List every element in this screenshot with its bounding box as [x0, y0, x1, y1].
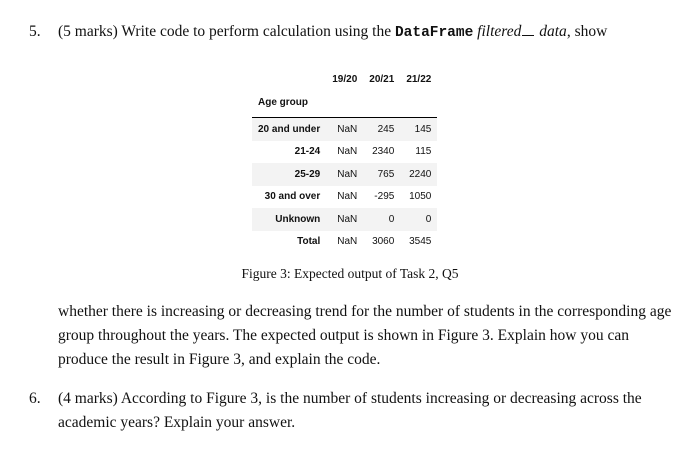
question-6-text: (4 marks) According to Figure 3, is the number of students increasing or decreasing across the academic years? Explain your answer.	[58, 390, 642, 431]
table-cell: 245	[377, 123, 395, 135]
row-label: 21-24	[294, 146, 321, 158]
question-5-number: 5.	[29, 23, 41, 40]
dataframe-code: DataFrame	[394, 25, 474, 41]
table-row	[252, 163, 437, 186]
row-label: Total	[297, 236, 321, 248]
underscore-mark	[522, 23, 534, 36]
row-label: 20 and under	[258, 123, 321, 135]
figure-caption: Figure 3: Expected output of Task 2, Q5	[241, 266, 459, 281]
table-cell: 3060	[372, 236, 395, 248]
row-label: 30 and over	[264, 191, 321, 203]
column-header-row	[252, 72, 437, 87]
index-name: Age group	[258, 96, 308, 108]
question-6-number: 6.	[29, 390, 41, 407]
table-row	[252, 208, 437, 231]
question-5-tail: , show	[566, 23, 608, 40]
table-cell: 0	[388, 213, 395, 225]
table-cell: 0	[425, 213, 432, 225]
row-label: 25-29	[294, 168, 321, 180]
variable-name-part-2: data	[539, 23, 567, 40]
column-header: 19/20	[332, 74, 358, 85]
table-cell: -295	[374, 191, 395, 203]
dataframe-output-table	[252, 72, 437, 253]
table-row	[252, 231, 437, 254]
table-cell: NaN	[337, 168, 358, 180]
variable-name-part-1: filtered	[477, 23, 522, 40]
table-cell: NaN	[337, 123, 358, 135]
table-cell: NaN	[337, 146, 358, 158]
table-cell: 3545	[409, 236, 432, 248]
row-label: Unknown	[275, 213, 321, 225]
table-cell: NaN	[337, 236, 358, 248]
table-cell: 115	[415, 146, 432, 158]
table-cell: NaN	[337, 213, 358, 225]
question-5-intro: (5 marks) Write code to perform calculation using the	[58, 23, 395, 40]
column-header: 20/21	[369, 74, 395, 85]
table-cell: 145	[414, 123, 432, 135]
table-row	[252, 186, 437, 209]
column-header: 21/22	[406, 74, 432, 85]
index-name-row	[252, 87, 437, 118]
corner-cell	[252, 72, 326, 87]
table-cell: NaN	[337, 191, 358, 203]
table-cell: 1050	[409, 191, 432, 203]
table-cell: 2340	[372, 146, 395, 158]
table-row	[252, 118, 437, 141]
table-cell: 765	[377, 168, 395, 180]
table-row	[252, 141, 437, 164]
table-cell: 2240	[409, 168, 432, 180]
